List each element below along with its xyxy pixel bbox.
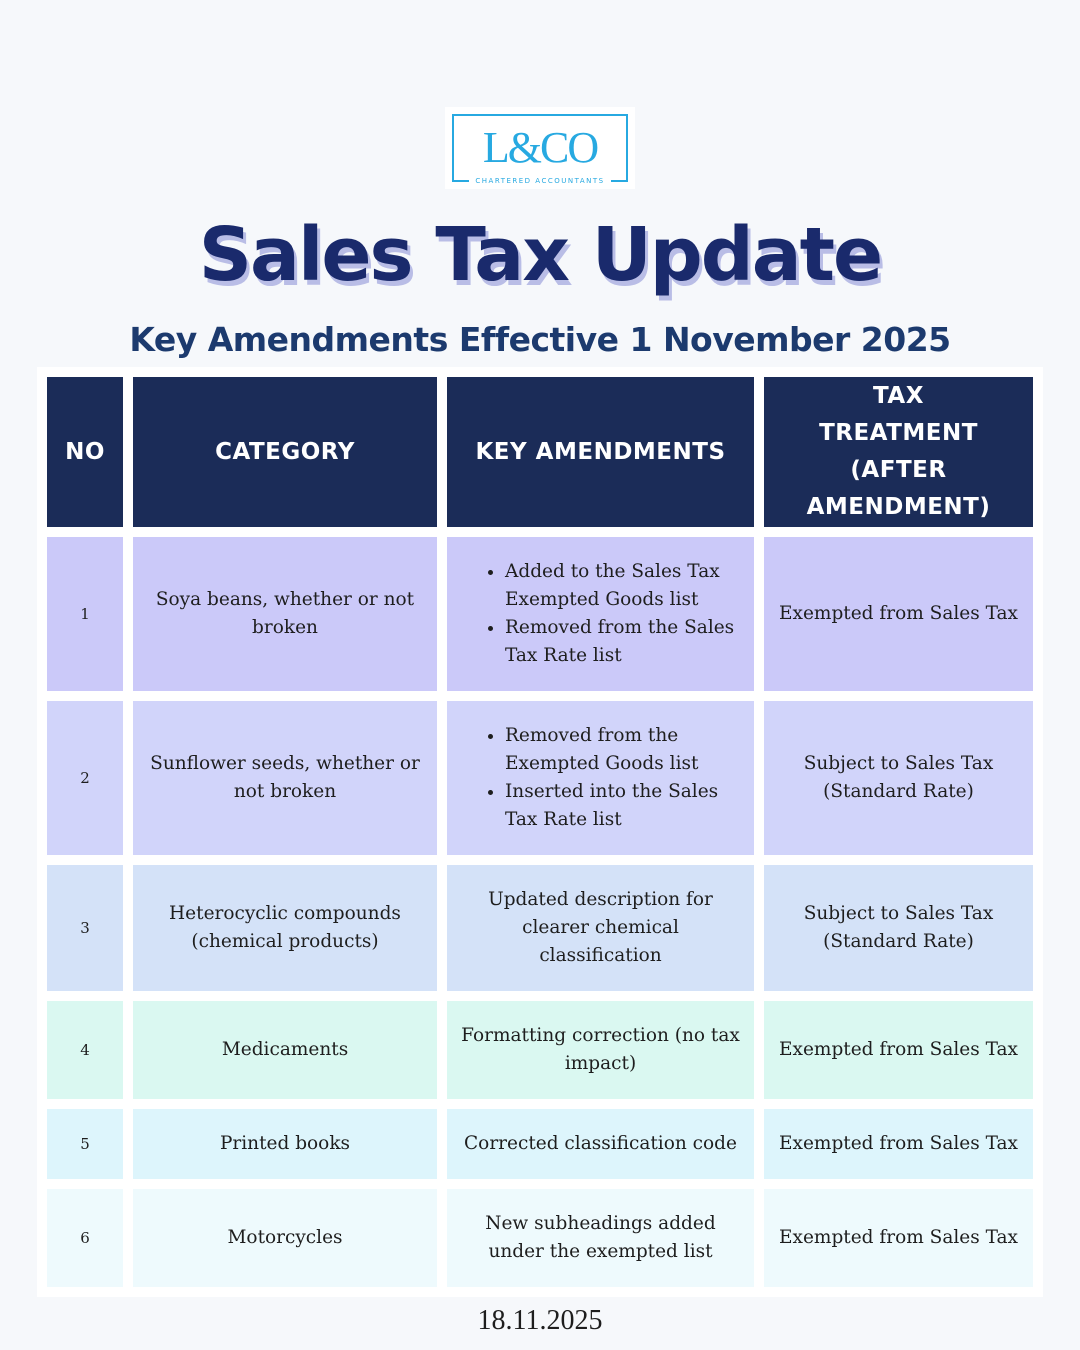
amendments-cell [447,865,754,991]
row-number [47,537,123,691]
row-number [47,1001,123,1099]
category-cell-text: Medicaments [221,1039,349,1060]
category-cell-text: Motorcycles [227,1227,343,1248]
header-category: CATEGORY [133,377,437,527]
logo-subtitle: CHARTERED ACCOUNTANTS [469,177,611,186]
page-title: Sales Tax Update [198,212,882,298]
amendments-cell-text: Corrected classification code [464,1133,737,1154]
category-cell-text: Soya beans, whether or not broken [155,589,415,638]
treatment-cell-text: Exempted from Sales Tax [779,1227,1018,1248]
amendments-cell [447,1001,754,1099]
amendments-cell [447,537,754,691]
treatment-cell [764,1189,1033,1287]
row-number [47,1109,123,1179]
category-cell-text: Printed books [219,1133,351,1154]
treatment-cell-text: Exempted from Sales Tax [779,1133,1018,1154]
amendments-cell-text: New subheadings added under the exempted list [485,1213,716,1262]
category-cell-text: Sunflower seeds, whether or not broken [150,753,420,802]
amendment-item: • Removed from the Exempted Goods list [505,722,736,778]
category-cell [133,701,437,855]
page-subtitle: Key Amendments Effective 1 November 2025 [129,320,951,359]
treatment-cell-text: Subject to Sales Tax (Standard Rate) [803,753,994,802]
row-number [47,701,123,855]
category-cell [133,865,437,991]
row-number-text: 1 [80,605,90,623]
category-cell [133,537,437,691]
row-number-text: 4 [80,1041,90,1059]
category-cell-text: Heterocyclic compounds (chemical products) [169,903,401,952]
amendment-item: • Removed from the Sales Tax Rate list [505,614,736,670]
treatment-cell [764,701,1033,855]
treatment-cell-text: Exempted from Sales Tax [779,1039,1018,1060]
treatment-cell [764,1109,1033,1179]
amendments-cell [447,701,754,855]
row-number-text: 3 [80,919,90,937]
header-tax-treatment: TAX TREATMENT (AFTER AMENDMENT) [764,377,1033,527]
row-number-text: 6 [80,1229,90,1247]
row-number-text: 2 [80,769,90,787]
amendment-list [483,722,736,834]
amendments-cell-text: Updated description for clearer chemical classification [488,889,713,966]
category-cell [133,1109,437,1179]
row-number-text: 5 [80,1135,90,1153]
amendments-table [37,367,1043,1297]
logo-text: L&CO [482,123,598,172]
header-key-amendments: KEY AMENDMENTS [447,377,754,527]
treatment-cell [764,1001,1033,1099]
row-number [47,865,123,991]
treatment-cell [764,537,1033,691]
category-cell [133,1189,437,1287]
row-number [47,1189,123,1287]
amendments-cell-text: Formatting correction (no tax impact) [461,1025,740,1074]
header-no: NO [47,377,123,527]
category-cell [133,1001,437,1099]
amendment-list [483,558,736,670]
amendment-item: • Added to the Sales Tax Exempted Goods list [505,558,736,614]
amendments-cell [447,1189,754,1287]
logo-frame [452,114,628,182]
amendment-item: • Inserted into the Sales Tax Rate list [505,778,736,834]
logo [445,107,635,189]
date: 18.11.2025 [477,1305,603,1336]
treatment-cell-text: Exempted from Sales Tax [779,603,1018,624]
treatment-cell-text: Subject to Sales Tax (Standard Rate) [803,903,994,952]
amendments-cell [447,1109,754,1179]
treatment-cell [764,865,1033,991]
